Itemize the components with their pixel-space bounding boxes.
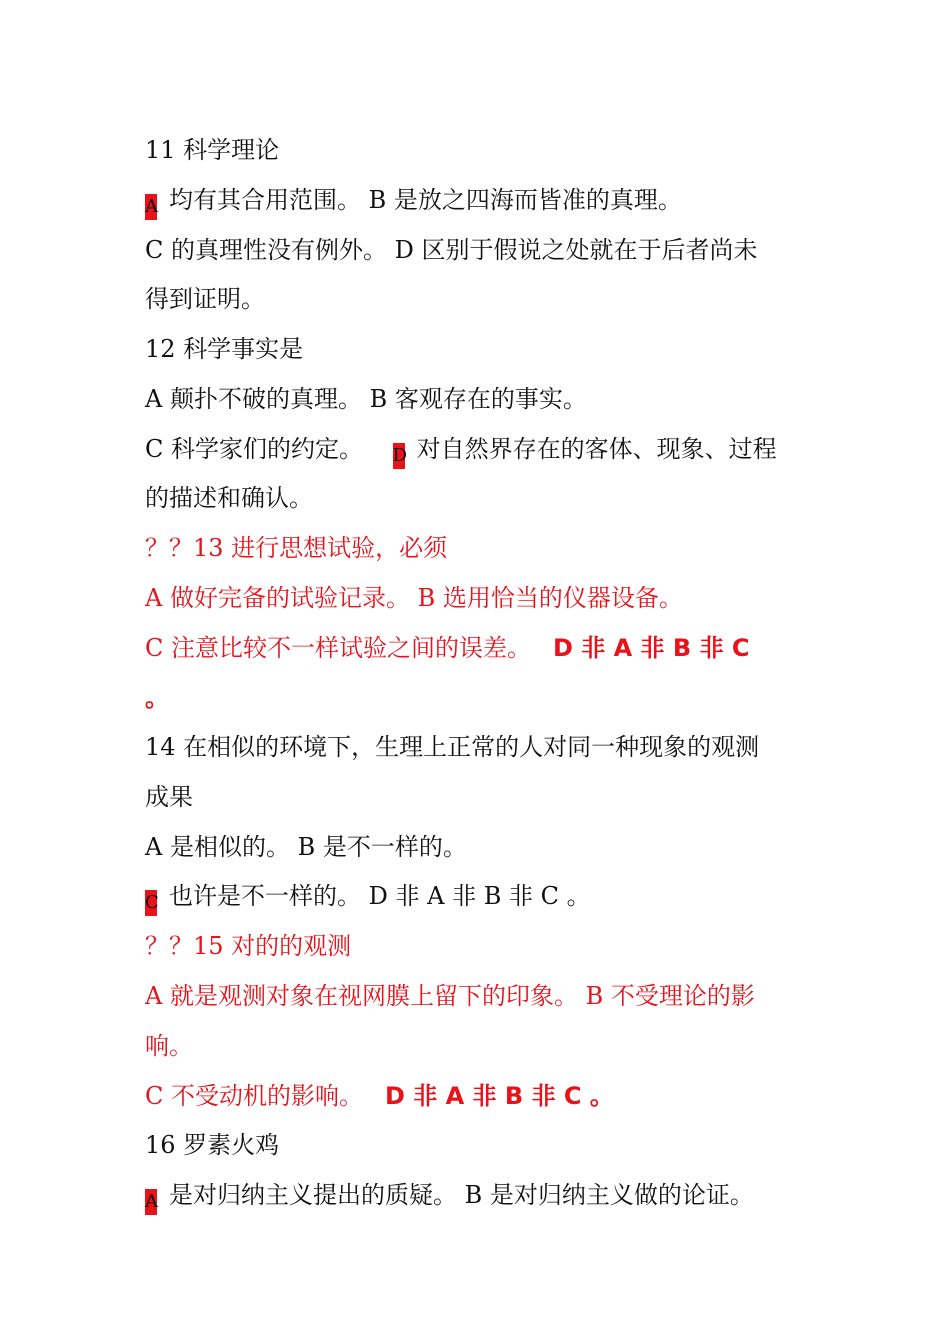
question-title: 16 罗素火鸡	[145, 1131, 280, 1159]
answer-line: A 是相似的。 B 是不一样的。	[145, 833, 467, 861]
highlighted-answer-mark: D	[393, 443, 405, 469]
highlighted-answer-mark: A	[145, 194, 157, 220]
answer-line	[145, 180, 825, 220]
answer-line: C 的真理性没有例外。 D 区别于假说之处就在于后者尚未	[145, 236, 758, 264]
answer-line	[145, 628, 825, 668]
answer-line: 成果	[145, 783, 193, 811]
answer-text: C 不受动机的影响。	[145, 1082, 363, 1110]
answer-text: 是对归纳主义提出的质疑。 B 是对归纳主义做的论证。	[169, 1181, 754, 1209]
question-title: ？？15 对的的观测	[145, 932, 352, 960]
answer-text: 均有其合用范围。 B 是放之四海而皆准的真理。	[169, 186, 682, 214]
highlighted-answer-mark: C	[145, 890, 157, 916]
answer-line	[145, 429, 825, 469]
question-title: 12 科学事实是	[145, 335, 304, 363]
correct-answer-text: D 非 A 非 B 非 C	[553, 634, 750, 662]
answer-line: A 颠扑不破的真理。 B 客观存在的事实。	[145, 385, 587, 413]
answer-line	[145, 1076, 825, 1116]
question-title: 11 科学理论	[145, 136, 280, 164]
question-title: 14 在相似的环境下，生理上正常的人对同一种现象的观测	[145, 733, 760, 761]
answer-line	[145, 1175, 825, 1215]
answer-text: 也许是不一样的。 D 非 A 非 B 非 C 。	[169, 882, 591, 910]
answer-text: C 科学家们的约定。	[145, 435, 371, 463]
answer-line: 的描述和确认。	[145, 484, 313, 512]
highlighted-answer-mark: A	[145, 1189, 157, 1215]
question-title: ？？13 进行思想试验，必须	[145, 534, 448, 562]
answer-text: C 注意比较不一样试验之间的误差。	[145, 634, 531, 662]
answer-line	[145, 876, 825, 916]
answer-line: A 做好完备的试验记录。 B 选用恰当的仪器设备。	[145, 584, 683, 612]
correct-answer-text: D 非 A 非 B 非 C 。	[385, 1082, 614, 1110]
answer-line: 得到证明。	[145, 285, 265, 313]
answer-line: 。	[145, 684, 169, 712]
answer-line: 响。	[145, 1032, 193, 1060]
answer-line: A 就是观测对象在视网膜上留下的印象。 B 不受理论的影	[145, 982, 755, 1010]
answer-text: 对自然界存在的客体、现象、过程	[416, 435, 777, 463]
